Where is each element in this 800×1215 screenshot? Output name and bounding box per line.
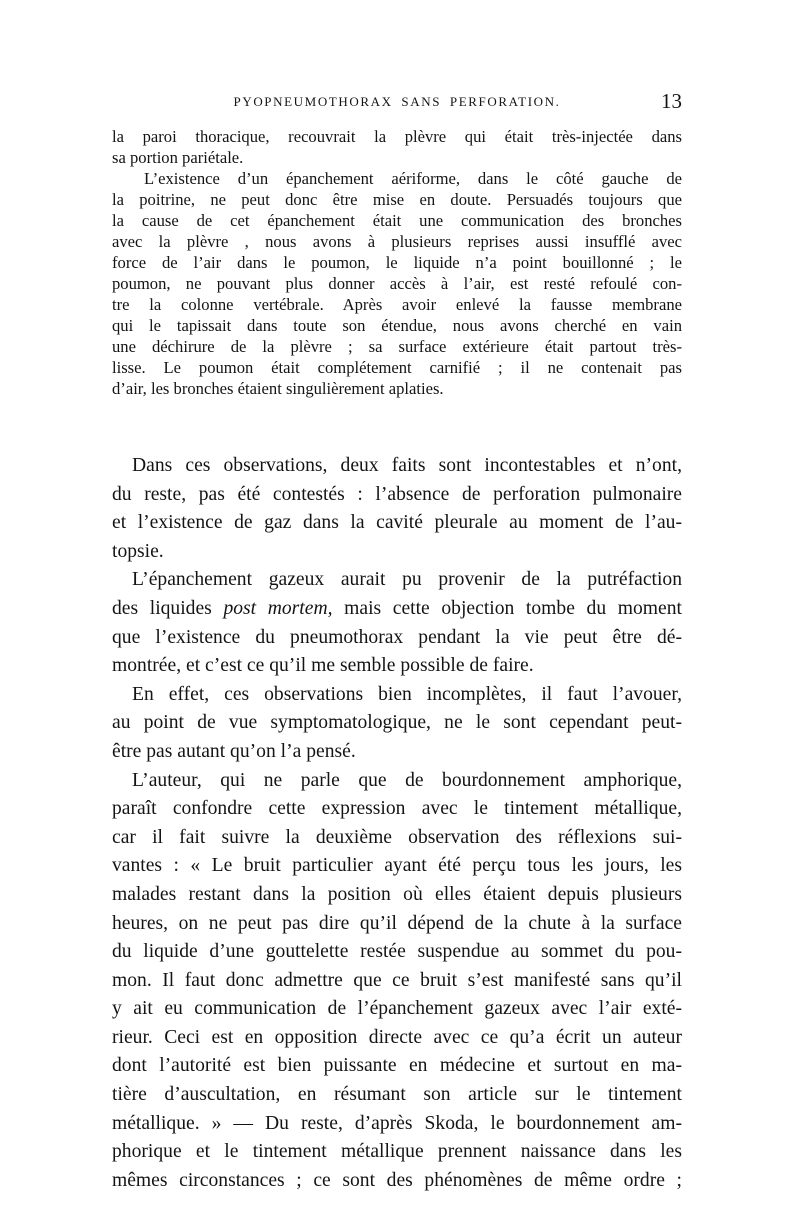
text-line: poumon, ne pouvant plus donner accès à l’air, est resté refoulé con- — [112, 274, 682, 293]
text-line: et l’existence de gaz dans la cavité pleurale au moment de l’au- — [112, 512, 682, 534]
text-line: force de l’air dans le poumon, le liquide n’a point bouillonné ; le — [112, 253, 682, 272]
text-line: vantes : « Le bruit particulier ayant été perçu tous les jours, les — [112, 855, 682, 877]
running-title: PYOPNEUMOTHORAX SANS PERFORATION. — [233, 94, 561, 109]
text-line: L’auteur, qui ne parle que de bourdonnement amphorique, — [132, 769, 682, 791]
text-line: rieur. Ceci est en opposition directe avec ce qu’a écrit un auteur — [112, 1026, 682, 1048]
latin-phrase: post mortem, — [223, 597, 333, 619]
text-line: d’air, les bronches étaient singulièrement aplaties. — [112, 379, 444, 398]
text-line: la poitrine, ne peut donc être mise en doute. Persuadés toujours que — [112, 190, 682, 209]
text-line: sa portion pariétale. — [112, 148, 244, 167]
text-fragment: mais cette objection tombe du moment — [344, 597, 682, 619]
text-line: au point de vue symptomatologique, ne le sont cependant peut- — [112, 712, 682, 734]
text-line: L’épanchement gazeux aurait pu provenir de la putréfaction — [132, 569, 682, 591]
text-line: car il fait suivre la deuxième observation des réflexions sui- — [112, 826, 682, 848]
text-line: paraît confondre cette expression avec le tintement métallique, — [112, 798, 682, 820]
text-line: mon. Il faut donc admettre que ce bruit s’est manifesté sans qu’il — [112, 969, 682, 991]
text-line: la paroi thoracique, recouvrait la plèvre qui était très-injectée dans — [112, 127, 682, 146]
quoted-observation — [112, 126, 682, 399]
text-line: heures, on ne peut pas dire qu’il dépend de la chute à la surface — [112, 912, 682, 934]
text-line: lisse. Le poumon était complétement carnifié ; il ne contenait pas — [112, 358, 682, 377]
text-line — [112, 595, 682, 624]
text-line: être pas autant qu’on l’a pensé. — [112, 740, 356, 762]
text-line: Dans ces observations, deux faits sont incontestables et n’ont, — [132, 455, 682, 476]
page-number: 13 — [661, 89, 682, 113]
text-line: la cause de cet épanchement était une communication des bronches — [112, 211, 682, 230]
text-line: une déchirure de la plèvre ; sa surface extérieure était partout très- — [112, 337, 682, 356]
text-line: montrée, et c’est ce qu’il me semble possible de faire. — [112, 655, 534, 677]
text-fragment: des liquides — [112, 597, 212, 619]
text-line: métallique. » — Du reste, d’après Skoda, le bourdonnement am- — [112, 1112, 682, 1134]
text-line: tre la colonne vertébrale. Après avoir enlevé la fausse membrane — [112, 295, 682, 314]
text-line: mêmes circonstances ; ce sont des phénomènes de même ordre ; — [112, 1169, 682, 1191]
text-line: avec la plèvre , nous avons à plusieurs reprises aussi insufflé avec — [112, 232, 682, 251]
text-line: qui le tapissait dans toute son étendue, nous avons cherché en vain — [112, 316, 682, 335]
text-line: malades restant dans la position où elles étaient depuis plusieurs — [112, 883, 682, 905]
text-line: que l’existence du pneumothorax pendant la vie peut être dé- — [112, 626, 682, 648]
text-line: du reste, pas été contestés : l’absence de perforation pulmonaire — [112, 483, 682, 505]
text-line: tière d’auscultation, en résumant son article sur le tintement — [112, 1084, 682, 1106]
text-line: phorique et le tintement métallique prennent naissance dans les — [112, 1141, 682, 1163]
text-line: dont l’autorité est bien puissante en médecine et surtout en ma- — [112, 1055, 682, 1077]
text-line: L’existence d’un épanchement aériforme, dans le côté gauche de — [144, 169, 682, 188]
running-head — [112, 89, 682, 118]
main-text — [112, 452, 682, 1195]
text-line: y ait eu communication de l’épanchement gazeux avec l’air exté- — [112, 998, 682, 1020]
text-line: du liquide d’une gouttelette restée suspendue au sommet du pou- — [112, 941, 682, 963]
text-line: topsie. — [112, 540, 164, 562]
text-line: En effet, ces observations bien incomplètes, il faut l’avouer, — [132, 683, 682, 705]
